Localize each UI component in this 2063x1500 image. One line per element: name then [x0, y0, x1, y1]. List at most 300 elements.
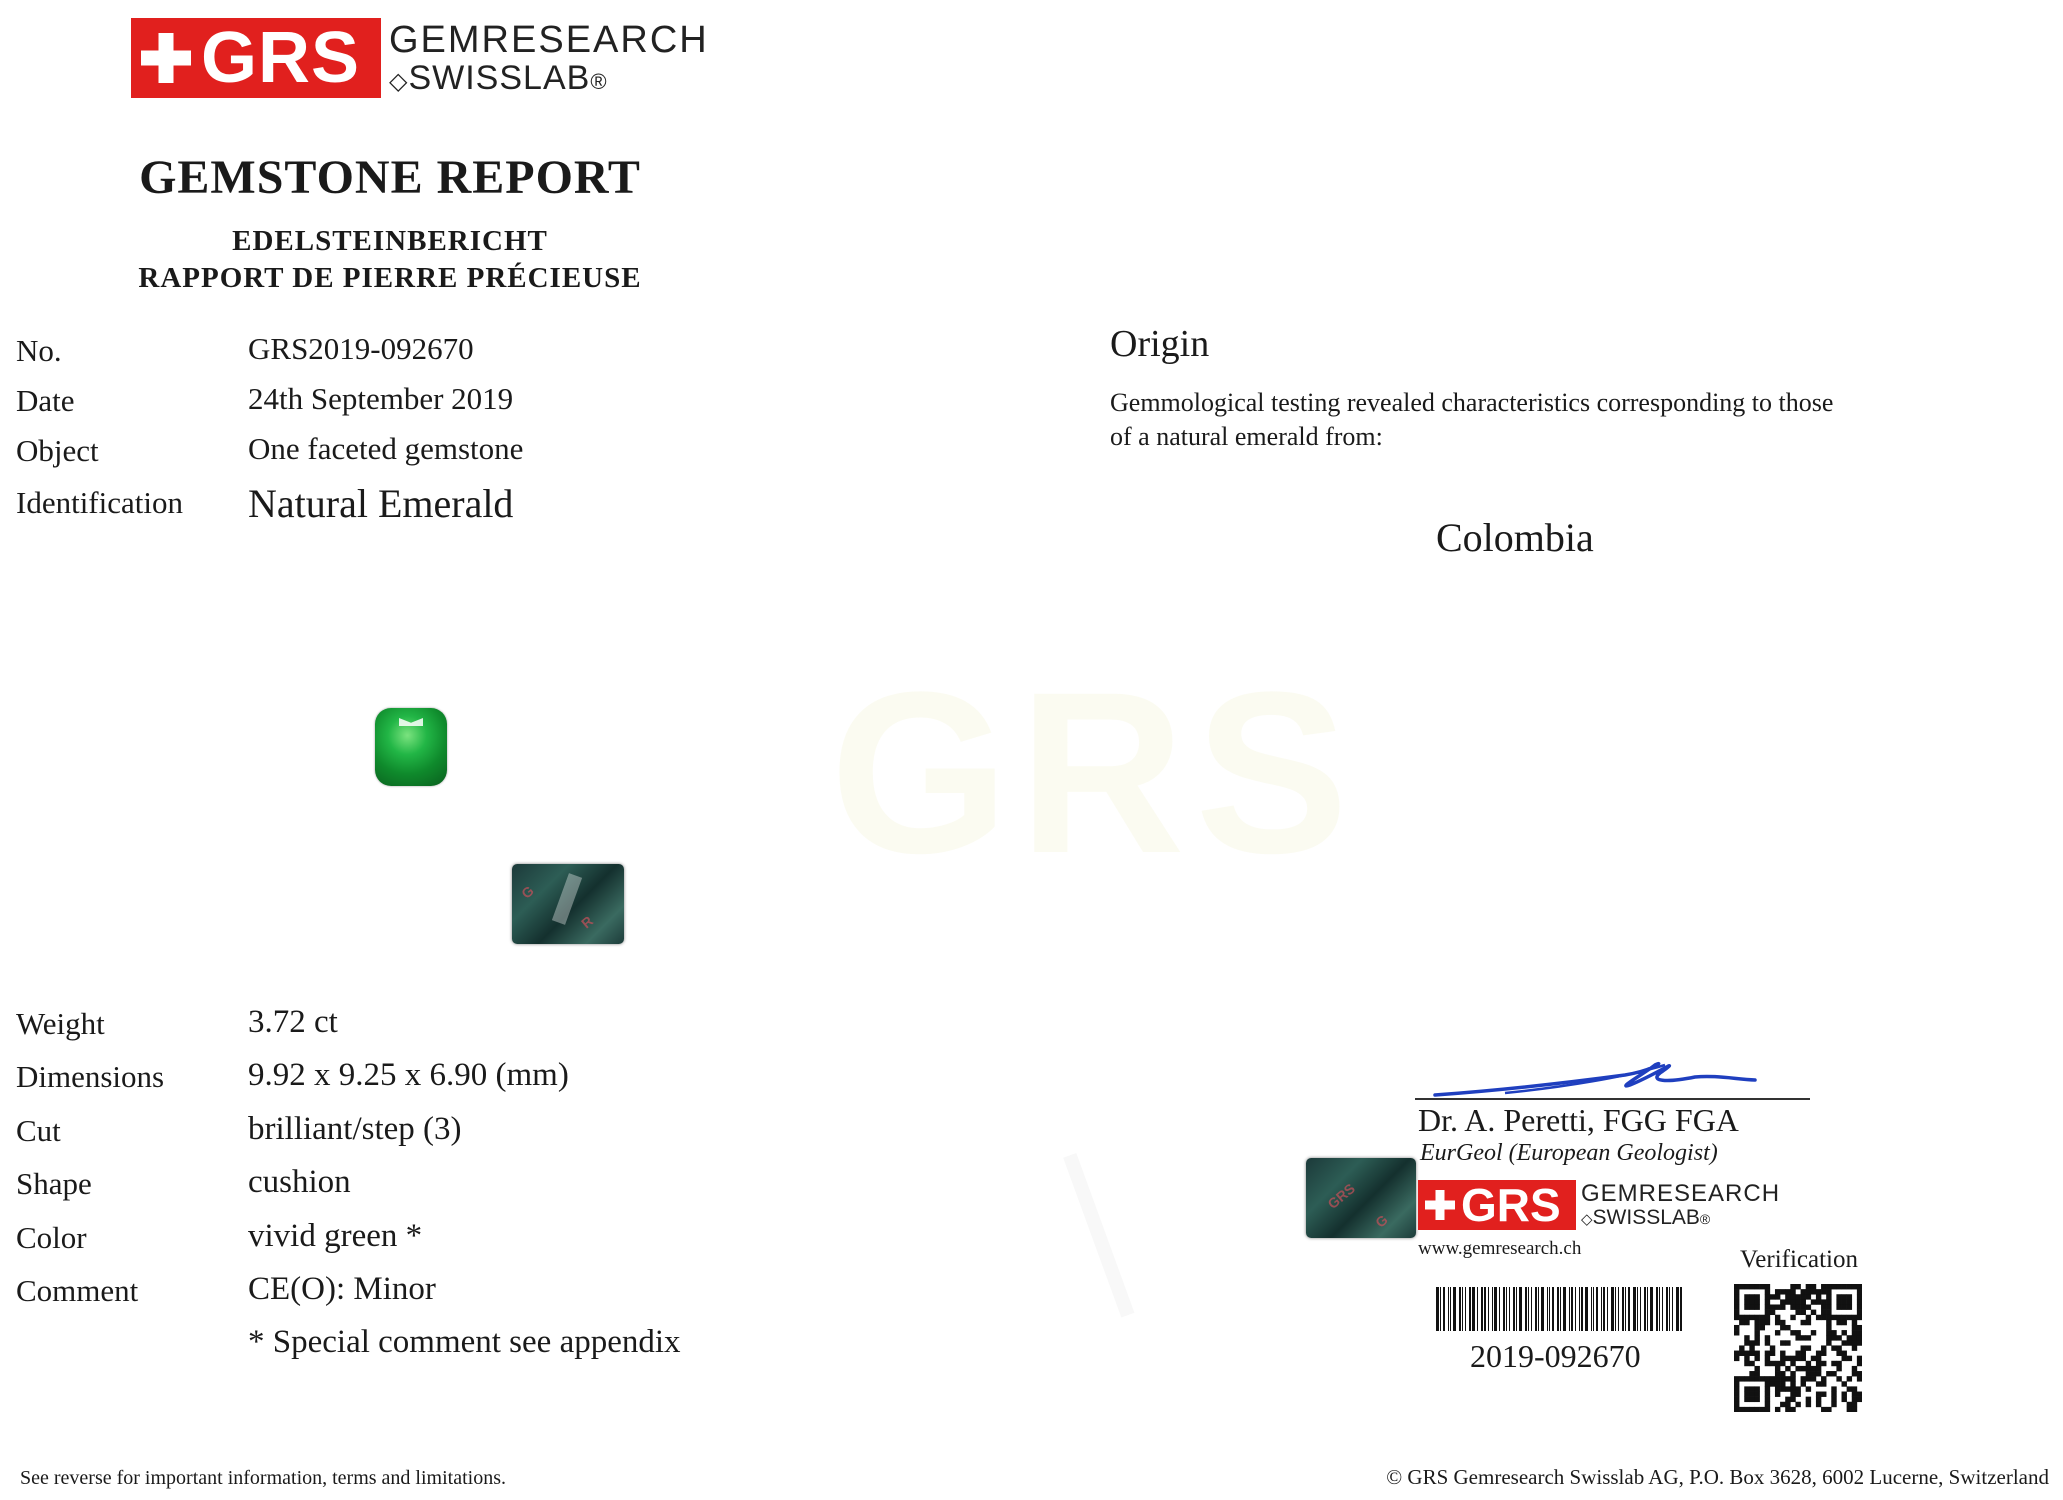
- barcode-bar: [1436, 1287, 1439, 1331]
- qr-module: [1739, 1345, 1744, 1350]
- grs-logo-badge: [131, 18, 381, 98]
- qr-module: [1770, 1376, 1775, 1381]
- qr-module: [1795, 1284, 1800, 1289]
- qr-module: [1816, 1315, 1821, 1320]
- qr-module: [1785, 1397, 1790, 1402]
- qr-module: [1765, 1335, 1770, 1340]
- qr-module: [1806, 1335, 1811, 1340]
- qr-module: [1770, 1361, 1775, 1366]
- qr-module: [1801, 1381, 1806, 1386]
- qr-module: [1785, 1299, 1790, 1304]
- qr-module: [1790, 1376, 1795, 1381]
- barcode-bar: [1549, 1287, 1550, 1331]
- barcode-bar: [1541, 1287, 1544, 1331]
- qr-module: [1795, 1366, 1800, 1371]
- qr-module: [1744, 1299, 1749, 1304]
- qr-module: [1806, 1397, 1811, 1402]
- qr-module: [1754, 1371, 1759, 1376]
- qr-module: [1852, 1386, 1857, 1391]
- qr-module: [1842, 1315, 1847, 1320]
- report-subtitle-de: EDELSTEINBERICHT: [232, 225, 548, 257]
- qr-module: [1775, 1320, 1780, 1325]
- qr-module: [1826, 1294, 1831, 1299]
- qr-module: [1760, 1320, 1765, 1325]
- hologram-seal: [1306, 1158, 1416, 1238]
- barcode-bar: [1535, 1287, 1537, 1331]
- qr-module: [1826, 1325, 1831, 1330]
- qr-module: [1765, 1310, 1770, 1315]
- barcode-bar: [1611, 1287, 1614, 1331]
- hologram-mark: R: [578, 912, 597, 932]
- qr-module: [1754, 1356, 1759, 1361]
- qr-module: [1852, 1407, 1857, 1412]
- qr-module: [1754, 1284, 1759, 1289]
- signatory-title: EurGeol (European Geologist): [1420, 1140, 1718, 1166]
- qr-module: [1847, 1299, 1852, 1304]
- qr-module: [1734, 1304, 1739, 1309]
- qr-module: [1734, 1330, 1739, 1335]
- qr-module: [1775, 1392, 1780, 1397]
- footer-copyright: © GRS Gemresearch Swisslab AG, P.O. Box 3628, 6002 Lucerne, Switzerland: [1386, 1465, 2049, 1489]
- special-comment-note: * Special comment see appendix: [248, 1324, 681, 1360]
- qr-module: [1765, 1315, 1770, 1320]
- barcode-bar: [1516, 1287, 1517, 1331]
- qr-module: [1739, 1407, 1744, 1412]
- qr-module: [1785, 1376, 1790, 1381]
- grs-logo: [131, 18, 709, 98]
- qr-module: [1749, 1299, 1754, 1304]
- qr-module: [1795, 1310, 1800, 1315]
- qr-module: [1765, 1284, 1770, 1289]
- qr-module: [1744, 1386, 1749, 1391]
- qr-module: [1790, 1289, 1795, 1294]
- qr-code[interactable]: [1734, 1284, 1862, 1412]
- qr-module: [1816, 1381, 1821, 1386]
- hologram-mark: G: [1372, 1211, 1391, 1231]
- barcode-bar: [1509, 1287, 1510, 1331]
- qr-module: [1831, 1335, 1836, 1340]
- qr-module: [1790, 1407, 1795, 1412]
- qr-module: [1780, 1351, 1785, 1356]
- qr-module: [1744, 1392, 1749, 1397]
- qr-module: [1852, 1320, 1857, 1325]
- qr-module: [1765, 1392, 1770, 1397]
- qr-module: [1821, 1284, 1826, 1289]
- qr-module: [1806, 1294, 1811, 1299]
- qr-module: [1816, 1361, 1821, 1366]
- qr-module: [1831, 1386, 1836, 1391]
- qr-module: [1842, 1294, 1847, 1299]
- barcode-bar: [1622, 1287, 1624, 1331]
- qr-module: [1795, 1402, 1800, 1407]
- qr-module: [1821, 1304, 1826, 1309]
- qr-module: [1734, 1325, 1739, 1330]
- qr-module: [1790, 1361, 1795, 1366]
- qr-module: [1826, 1407, 1831, 1412]
- qr-module: [1734, 1289, 1739, 1294]
- qr-module: [1754, 1320, 1759, 1325]
- qr-module: [1744, 1315, 1749, 1320]
- no-value: GRS2019-092670: [248, 331, 474, 366]
- qr-module: [1847, 1407, 1852, 1412]
- qr-module: [1836, 1366, 1841, 1371]
- identification-label: Identification: [16, 485, 183, 520]
- qr-module: [1790, 1397, 1795, 1402]
- qr-module: [1826, 1304, 1831, 1309]
- qr-module: [1790, 1392, 1795, 1397]
- logo-line2-row: [389, 61, 709, 95]
- qr-module: [1857, 1397, 1862, 1402]
- qr-module: [1842, 1299, 1847, 1304]
- verification-label: Verification: [1740, 1246, 1859, 1273]
- qr-module: [1744, 1335, 1749, 1340]
- barcode-bar: [1680, 1287, 1682, 1331]
- qr-module: [1780, 1356, 1785, 1361]
- qr-module: [1816, 1299, 1821, 1304]
- faint-stamp-mark: [1063, 1132, 1191, 1317]
- barcode-bar: [1484, 1287, 1486, 1331]
- qr-module: [1831, 1397, 1836, 1402]
- barcode-bar: [1563, 1287, 1566, 1331]
- barcode-bar: [1656, 1287, 1658, 1331]
- qr-module: [1790, 1299, 1795, 1304]
- qr-module: [1765, 1361, 1770, 1366]
- qr-module: [1826, 1330, 1831, 1335]
- no-label: No.: [16, 333, 62, 368]
- qr-module: [1765, 1407, 1770, 1412]
- barcode-bar: [1462, 1287, 1463, 1331]
- qr-module: [1790, 1386, 1795, 1391]
- qr-module: [1739, 1315, 1744, 1320]
- qr-module: [1847, 1386, 1852, 1391]
- qr-module: [1765, 1397, 1770, 1402]
- qr-module: [1852, 1402, 1857, 1407]
- qr-module: [1734, 1284, 1739, 1289]
- qr-module: [1816, 1356, 1821, 1361]
- qr-module: [1734, 1351, 1739, 1356]
- barcode-bar: [1644, 1287, 1646, 1331]
- qr-module: [1734, 1315, 1739, 1320]
- qr-module: [1806, 1376, 1811, 1381]
- gemstone-photo: [375, 708, 447, 786]
- qr-module: [1852, 1325, 1857, 1330]
- barcode-bar: [1625, 1287, 1626, 1331]
- barcode-bar: [1481, 1287, 1483, 1331]
- qr-module: [1734, 1381, 1739, 1386]
- qr-module: [1806, 1402, 1811, 1407]
- qr-module: [1842, 1320, 1847, 1325]
- qr-module: [1785, 1366, 1790, 1371]
- qr-module: [1801, 1335, 1806, 1340]
- qr-module: [1857, 1289, 1862, 1294]
- color-value: vivid green *: [248, 1218, 423, 1254]
- qr-module: [1760, 1376, 1765, 1381]
- qr-module: [1857, 1356, 1862, 1361]
- qr-module: [1847, 1340, 1852, 1345]
- qr-module: [1857, 1294, 1862, 1299]
- barcode-bar: [1640, 1287, 1641, 1331]
- qr-module: [1826, 1299, 1831, 1304]
- qr-module: [1754, 1325, 1759, 1330]
- barcode-bar: [1513, 1287, 1515, 1331]
- barcode-bar: [1650, 1287, 1653, 1331]
- qr-module: [1754, 1366, 1759, 1371]
- swiss-cross-icon: [141, 33, 191, 83]
- barcode-bar: [1603, 1287, 1605, 1331]
- origin-heading: Origin: [1110, 323, 1210, 365]
- qr-module: [1734, 1299, 1739, 1304]
- qr-module: [1795, 1386, 1800, 1391]
- qr-module: [1749, 1392, 1754, 1397]
- qr-module: [1842, 1381, 1847, 1386]
- qr-module: [1780, 1402, 1785, 1407]
- qr-module: [1836, 1315, 1841, 1320]
- qr-module: [1811, 1330, 1816, 1335]
- qr-module: [1852, 1366, 1857, 1371]
- qr-module: [1775, 1361, 1780, 1366]
- qr-module: [1775, 1289, 1780, 1294]
- qr-module: [1857, 1304, 1862, 1309]
- qr-module: [1775, 1381, 1780, 1386]
- qr-module: [1780, 1299, 1785, 1304]
- qr-module: [1801, 1294, 1806, 1299]
- qr-module: [1749, 1361, 1754, 1366]
- qr-module: [1765, 1299, 1770, 1304]
- qr-module: [1847, 1284, 1852, 1289]
- diamond-icon: ◇: [1581, 1211, 1593, 1228]
- qr-module: [1857, 1299, 1862, 1304]
- barcode-bar: [1569, 1287, 1570, 1331]
- qr-module: [1770, 1345, 1775, 1350]
- qr-module: [1852, 1392, 1857, 1397]
- comment-value: CE(O): Minor: [248, 1271, 436, 1307]
- qr-module: [1760, 1284, 1765, 1289]
- logo-line1: GEMRESEARCH: [389, 19, 709, 61]
- qr-module: [1795, 1392, 1800, 1397]
- qr-module: [1821, 1361, 1826, 1366]
- qr-module: [1744, 1284, 1749, 1289]
- barcode-bar: [1560, 1287, 1561, 1331]
- color-label: Color: [16, 1220, 87, 1255]
- qr-module: [1790, 1304, 1795, 1309]
- qr-module: [1744, 1397, 1749, 1402]
- qr-module: [1765, 1351, 1770, 1356]
- qr-module: [1760, 1315, 1765, 1320]
- qr-module: [1816, 1366, 1821, 1371]
- qr-module: [1811, 1310, 1816, 1315]
- barcode-bar: [1585, 1287, 1588, 1331]
- qr-module: [1754, 1299, 1759, 1304]
- barcode-bar: [1581, 1287, 1583, 1331]
- qr-module: [1780, 1289, 1785, 1294]
- comment-label: Comment: [16, 1273, 139, 1308]
- hologram-mark: G: [518, 882, 537, 902]
- logo-small-wordmark: [1581, 1182, 1780, 1228]
- qr-module: [1831, 1330, 1836, 1335]
- qr-module: [1749, 1315, 1754, 1320]
- qr-module: [1765, 1381, 1770, 1386]
- qr-module: [1801, 1376, 1806, 1381]
- qr-module: [1801, 1299, 1806, 1304]
- barcode: [1436, 1287, 1686, 1331]
- qr-module: [1811, 1371, 1816, 1376]
- qr-module: [1811, 1356, 1816, 1361]
- qr-module: [1754, 1397, 1759, 1402]
- qr-module: [1790, 1381, 1795, 1386]
- qr-module: [1754, 1407, 1759, 1412]
- barcode-bar: [1669, 1287, 1670, 1331]
- barcode-bar: [1453, 1287, 1456, 1331]
- qr-module: [1842, 1356, 1847, 1361]
- barcode-bar: [1528, 1287, 1529, 1331]
- qr-module: [1826, 1315, 1831, 1320]
- qr-module: [1836, 1335, 1841, 1340]
- qr-module: [1739, 1284, 1744, 1289]
- qr-module: [1806, 1345, 1811, 1350]
- hologram-sticker: [512, 864, 624, 944]
- qr-module: [1775, 1294, 1780, 1299]
- logo-brand: GRS: [1461, 1179, 1561, 1231]
- qr-module: [1831, 1361, 1836, 1366]
- qr-module: [1836, 1351, 1841, 1356]
- qr-module: [1811, 1299, 1816, 1304]
- qr-module: [1836, 1294, 1841, 1299]
- qr-module: [1801, 1366, 1806, 1371]
- barcode-bar: [1448, 1287, 1449, 1331]
- qr-module: [1744, 1351, 1749, 1356]
- logo-line2: SWISSLAB: [1592, 1206, 1700, 1229]
- qr-module: [1734, 1386, 1739, 1391]
- qr-module: [1775, 1330, 1780, 1335]
- qr-module: [1801, 1320, 1806, 1325]
- qr-module: [1785, 1340, 1790, 1345]
- signatory-name: Dr. A. Peretti, FGG FGA: [1418, 1102, 1739, 1138]
- qr-module: [1847, 1304, 1852, 1309]
- barcode-bar: [1488, 1287, 1489, 1331]
- qr-module: [1754, 1351, 1759, 1356]
- qr-module: [1826, 1310, 1831, 1315]
- logo-line1: GEMRESEARCH: [1581, 1180, 1781, 1207]
- barcode-bar: [1672, 1287, 1673, 1331]
- barcode-bar: [1459, 1287, 1461, 1331]
- qr-module: [1744, 1376, 1749, 1381]
- qr-module: [1826, 1335, 1831, 1340]
- shape-label: Shape: [16, 1166, 92, 1201]
- origin-country: Colombia: [1436, 515, 1594, 560]
- qr-module: [1826, 1289, 1831, 1294]
- qr-module: [1775, 1407, 1780, 1412]
- qr-module: [1765, 1294, 1770, 1299]
- background-watermark: [670, 640, 1358, 905]
- qr-module: [1780, 1381, 1785, 1386]
- barcode-bar: [1499, 1287, 1500, 1331]
- qr-module: [1806, 1284, 1811, 1289]
- qr-module: [1847, 1335, 1852, 1340]
- barcode-bar: [1494, 1287, 1497, 1331]
- qr-module: [1831, 1345, 1836, 1350]
- qr-module: [1790, 1330, 1795, 1335]
- qr-module: [1770, 1351, 1775, 1356]
- qr-module: [1754, 1340, 1759, 1345]
- barcode-bar: [1443, 1287, 1445, 1331]
- barcode-bar: [1440, 1287, 1441, 1331]
- qr-module: [1831, 1402, 1836, 1407]
- barcode-bar: [1596, 1287, 1598, 1331]
- qr-module: [1801, 1304, 1806, 1309]
- qr-module: [1821, 1299, 1826, 1304]
- qr-module: [1795, 1330, 1800, 1335]
- registered-mark: ®: [1699, 1211, 1711, 1227]
- cut-value: brilliant/step (3): [248, 1111, 462, 1147]
- website-link[interactable]: www.gemresearch.ch: [1418, 1238, 1582, 1259]
- barcode-bar: [1575, 1287, 1576, 1331]
- qr-module: [1734, 1407, 1739, 1412]
- qr-module: [1801, 1351, 1806, 1356]
- qr-module: [1770, 1304, 1775, 1309]
- qr-module: [1765, 1289, 1770, 1294]
- qr-module: [1780, 1320, 1785, 1325]
- qr-module: [1806, 1304, 1811, 1309]
- dimensions-value: 9.92 x 9.25 x 6.90 (mm): [248, 1057, 569, 1093]
- qr-module: [1801, 1289, 1806, 1294]
- qr-module: [1749, 1371, 1754, 1376]
- qr-module: [1765, 1402, 1770, 1407]
- qr-module: [1744, 1304, 1749, 1309]
- qr-module: [1852, 1397, 1857, 1402]
- qr-module: [1765, 1356, 1770, 1361]
- signature-stroke: [1435, 1064, 1755, 1095]
- qr-module: [1857, 1376, 1862, 1381]
- qr-module: [1852, 1284, 1857, 1289]
- barcode-bar: [1633, 1287, 1636, 1331]
- qr-module: [1749, 1294, 1754, 1299]
- qr-module: [1836, 1361, 1841, 1366]
- qr-module: [1775, 1315, 1780, 1320]
- qr-module: [1801, 1356, 1806, 1361]
- qr-module: [1857, 1310, 1862, 1315]
- barcode-bar: [1506, 1287, 1507, 1331]
- barcode-bar: [1593, 1287, 1594, 1331]
- barcode-bar: [1557, 1287, 1559, 1331]
- qr-module: [1806, 1386, 1811, 1391]
- qr-module: [1785, 1402, 1790, 1407]
- qr-module: [1836, 1304, 1841, 1309]
- qr-module: [1749, 1397, 1754, 1402]
- qr-module: [1749, 1340, 1754, 1345]
- barcode-bar: [1492, 1287, 1493, 1331]
- qr-module: [1749, 1407, 1754, 1412]
- qr-module: [1734, 1392, 1739, 1397]
- qr-module: [1826, 1371, 1831, 1376]
- diamond-icon: ◇: [389, 68, 409, 95]
- qr-module: [1734, 1376, 1739, 1381]
- barcode-bar: [1618, 1287, 1619, 1331]
- qr-module: [1734, 1310, 1739, 1315]
- qr-module: [1831, 1371, 1836, 1376]
- qr-module: [1765, 1376, 1770, 1381]
- qr-module: [1821, 1407, 1826, 1412]
- hologram-mark: GRS: [1324, 1180, 1358, 1212]
- qr-module: [1754, 1294, 1759, 1299]
- qr-module: [1852, 1340, 1857, 1345]
- barcode-bar: [1591, 1287, 1592, 1331]
- qr-module: [1821, 1376, 1826, 1381]
- qr-module: [1780, 1371, 1785, 1376]
- qr-module: [1831, 1315, 1836, 1320]
- qr-module: [1806, 1320, 1811, 1325]
- qr-module: [1806, 1366, 1811, 1371]
- qr-module: [1765, 1320, 1770, 1325]
